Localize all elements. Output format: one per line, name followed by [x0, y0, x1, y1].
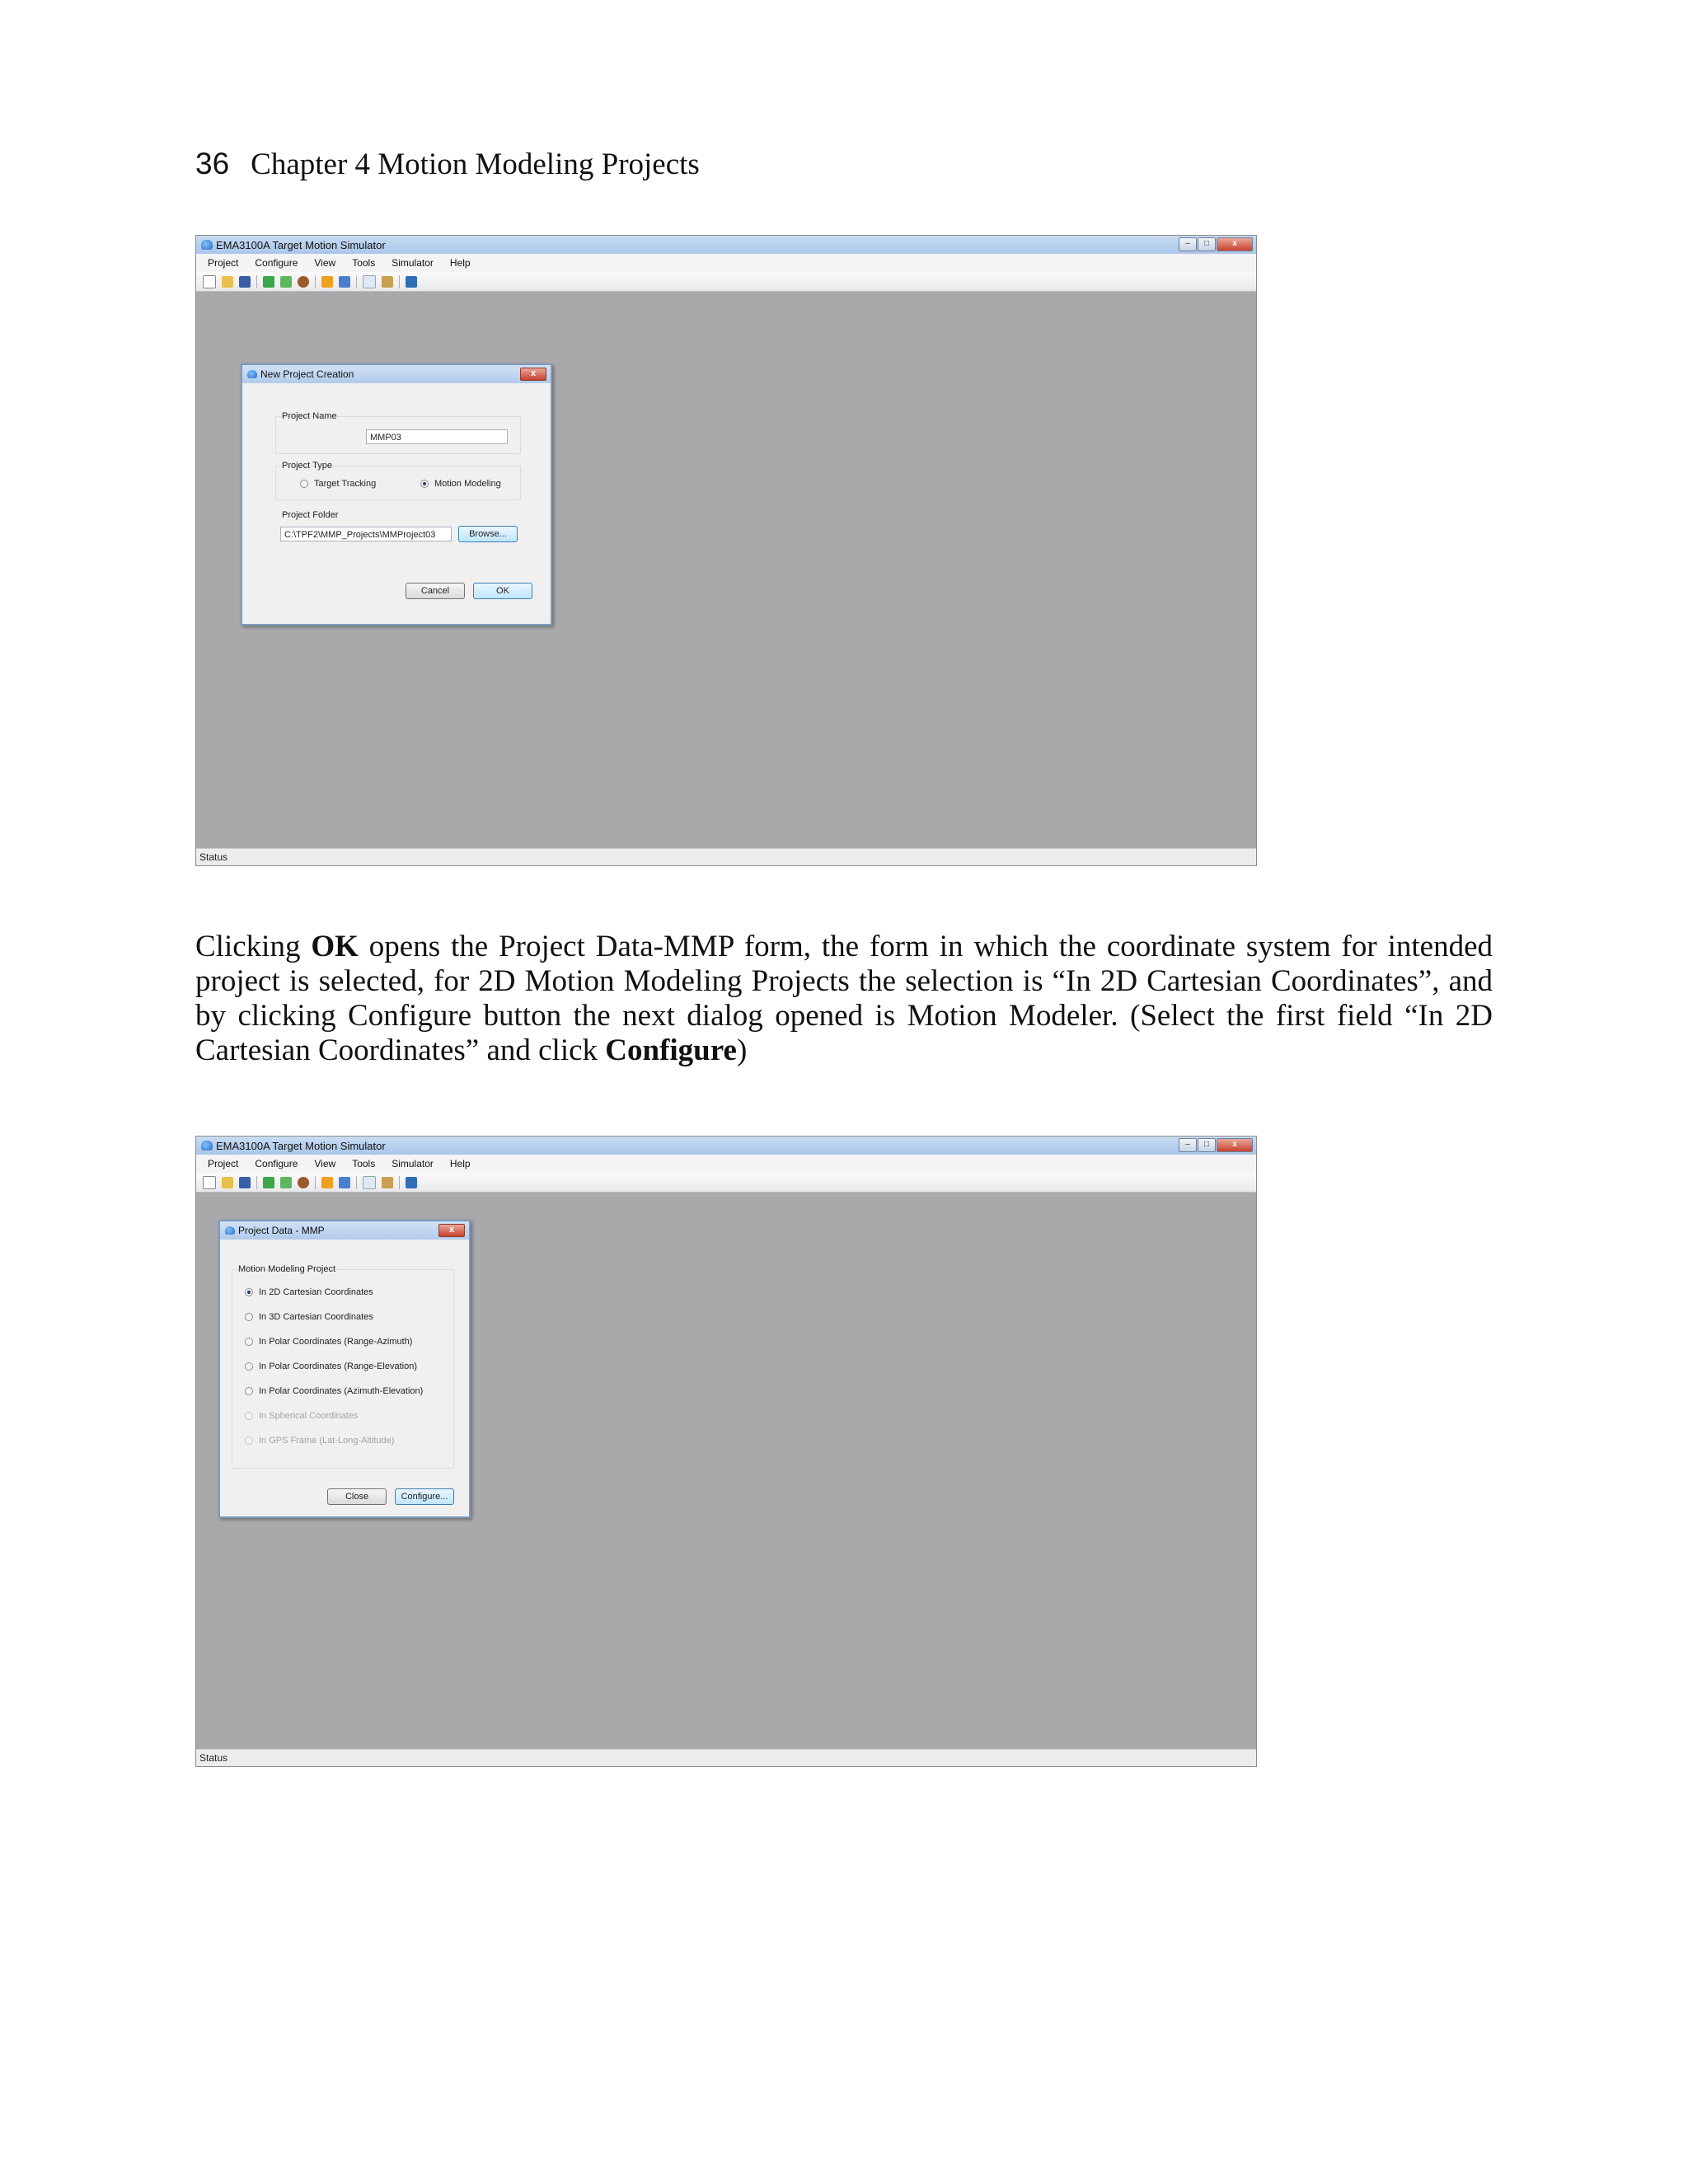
paragraph-bold-ok: OK: [311, 930, 359, 963]
app-logo-icon: [225, 1226, 235, 1235]
cancel-button[interactable]: Cancel: [406, 583, 465, 599]
toolbar: [196, 272, 1256, 292]
maximize-button[interactable]: □: [1198, 237, 1216, 251]
menu-bar: [196, 1155, 1256, 1173]
chapter-title: Chapter 4 Motion Modeling Projects: [251, 148, 700, 181]
menu-view[interactable]: View: [314, 257, 336, 269]
open-folder-icon[interactable]: [222, 276, 233, 288]
radio-label: In 3D Cartesian Coordinates: [259, 1312, 373, 1322]
title-bar: [196, 1137, 1256, 1155]
status-bar: Status: [196, 1749, 1256, 1766]
paragraph-text: Clicking: [195, 930, 312, 963]
project-name-input[interactable]: MMP03: [366, 429, 508, 444]
menu-simulator[interactable]: Simulator: [392, 1158, 434, 1169]
open-folder-icon[interactable]: [222, 1177, 233, 1188]
eye-icon[interactable]: [298, 276, 309, 288]
close-button[interactable]: x: [1217, 237, 1253, 251]
toolbar-separator: [256, 1176, 257, 1189]
dialog-title-bar: [220, 1221, 469, 1240]
hourglass-icon[interactable]: [382, 1177, 393, 1188]
warning-icon[interactable]: [321, 1177, 333, 1188]
radio-label: Motion Modeling: [434, 479, 501, 489]
play-icon[interactable]: [280, 1177, 292, 1188]
ok-button[interactable]: OK: [473, 583, 532, 599]
menu-configure[interactable]: Configure: [255, 257, 298, 269]
menu-bar: [196, 254, 1256, 272]
document-icon[interactable]: [363, 1176, 376, 1189]
dialog-close-button[interactable]: x: [438, 1224, 465, 1237]
paragraph-bold-configure: Configure: [605, 1033, 737, 1067]
app-logo-icon: [201, 1141, 213, 1151]
menu-project[interactable]: Project: [208, 1158, 239, 1169]
radio-indicator: [300, 480, 308, 488]
target-tracking-radio[interactable]: [300, 479, 376, 489]
app-window-1: [195, 235, 1257, 866]
window-title: EMA3100A Target Motion Simulator: [216, 238, 386, 251]
project-folder-label: Project Folder: [282, 510, 339, 520]
document-icon[interactable]: [363, 275, 376, 288]
book-icon[interactable]: [339, 1177, 350, 1188]
toolbar-separator: [315, 1176, 316, 1189]
radio-indicator: [245, 1387, 253, 1395]
configure-button[interactable]: Configure...: [395, 1488, 454, 1505]
page-number: 36: [195, 147, 230, 180]
option-polar-azimuth-elevation-radio[interactable]: [245, 1386, 423, 1396]
toolbar-separator: [356, 275, 357, 288]
toolbar-separator: [356, 1176, 357, 1189]
option-spherical-radio: [245, 1411, 358, 1421]
toolbar-separator: [399, 1176, 400, 1189]
radio-label: In GPS Frame (Lat-Long-Altitude): [259, 1436, 395, 1446]
new-file-icon[interactable]: [203, 275, 216, 288]
dialog-title-bar: [242, 365, 551, 383]
body-paragraph: [195, 930, 1493, 1068]
title-bar: [196, 236, 1256, 254]
toolbar-separator: [256, 275, 257, 288]
dialog-title: Project Data - MMP: [238, 1225, 325, 1236]
radio-indicator: [245, 1338, 253, 1346]
tree-icon[interactable]: [263, 276, 274, 288]
radio-indicator-selected: [245, 1288, 253, 1296]
project-type-label: Project Type: [282, 461, 332, 471]
radio-indicator: [245, 1412, 253, 1420]
menu-tools[interactable]: Tools: [352, 257, 376, 269]
help-icon[interactable]: [406, 276, 417, 288]
paragraph-text: opens the Project Data-MMP form, the form in which the coordinate system for intended project is selected, for 2D Motion Modeling Projects the selection is “In 2D Cartesian Coordinates”, and by clicking Configure button the next dialog opened is Motion Modeler. (Select the first field “In 2D Cartesian Coordinates” and click: [195, 930, 1493, 1067]
minimize-button[interactable]: –: [1179, 1138, 1197, 1152]
menu-simulator[interactable]: Simulator: [392, 257, 434, 269]
hourglass-icon[interactable]: [382, 276, 393, 288]
help-icon[interactable]: [406, 1177, 417, 1188]
toolbar-separator: [399, 275, 400, 288]
dialog-body: [220, 1240, 469, 1516]
menu-configure[interactable]: Configure: [255, 1158, 298, 1169]
option-polar-range-elevation-radio[interactable]: [245, 1361, 417, 1371]
motion-modeling-group-label: Motion Modeling Project: [238, 1264, 336, 1274]
page-header: [195, 147, 700, 182]
close-dialog-button[interactable]: Close: [327, 1488, 387, 1505]
radio-label: In Spherical Coordinates: [259, 1411, 359, 1421]
browse-button[interactable]: Browse...: [458, 526, 518, 542]
maximize-button[interactable]: □: [1198, 1138, 1216, 1152]
window-title: EMA3100A Target Motion Simulator: [216, 1139, 386, 1152]
radio-indicator: [245, 1362, 253, 1371]
app-window-2: [195, 1136, 1257, 1767]
menu-view[interactable]: View: [314, 1158, 336, 1169]
save-icon[interactable]: [239, 276, 251, 288]
radio-indicator: [245, 1313, 253, 1321]
book-icon[interactable]: [339, 276, 350, 288]
new-project-dialog: [241, 363, 552, 626]
dialog-close-button[interactable]: x: [520, 368, 546, 381]
radio-indicator: [245, 1436, 253, 1445]
radio-label: Target Tracking: [314, 479, 377, 489]
save-icon[interactable]: [239, 1177, 251, 1188]
dialog-title: New Project Creation: [260, 368, 354, 380]
radio-indicator-selected: [420, 480, 429, 488]
motion-modeling-radio[interactable]: [420, 479, 501, 489]
option-polar-range-azimuth-radio[interactable]: [245, 1337, 412, 1347]
option-2d-cartesian-radio[interactable]: [245, 1287, 373, 1297]
tree-icon[interactable]: [263, 1177, 274, 1188]
menu-help[interactable]: Help: [449, 1158, 471, 1169]
radio-label: In Polar Coordinates (Range-Azimuth): [259, 1337, 413, 1347]
minimize-button[interactable]: –: [1179, 237, 1197, 251]
project-data-dialog: [218, 1220, 471, 1518]
new-file-icon[interactable]: [203, 1176, 216, 1189]
paragraph-text: ): [736, 1033, 748, 1067]
toolbar: [196, 1173, 1256, 1193]
menu-help[interactable]: Help: [449, 257, 471, 269]
radio-label: In Polar Coordinates (Range-Elevation): [259, 1361, 417, 1371]
close-button[interactable]: x: [1217, 1138, 1253, 1152]
status-bar: Status: [196, 848, 1256, 865]
warning-icon[interactable]: [321, 276, 333, 288]
app-logo-icon: [247, 370, 257, 378]
toolbar-separator: [315, 275, 316, 288]
eye-icon[interactable]: [298, 1177, 309, 1188]
play-icon[interactable]: [280, 276, 292, 288]
radio-label: In 2D Cartesian Coordinates: [259, 1287, 373, 1297]
project-name-label: Project Name: [282, 411, 337, 421]
menu-tools[interactable]: Tools: [352, 1158, 376, 1169]
option-gps-frame-radio: [245, 1436, 394, 1446]
app-logo-icon: [201, 240, 213, 250]
dialog-body: [242, 383, 551, 624]
option-3d-cartesian-radio[interactable]: [245, 1312, 373, 1322]
project-folder-input[interactable]: C:\TPF2\MMP_Projects\MMProject03: [280, 527, 452, 541]
radio-label: In Polar Coordinates (Azimuth-Elevation): [259, 1386, 424, 1396]
menu-project[interactable]: Project: [208, 257, 239, 269]
